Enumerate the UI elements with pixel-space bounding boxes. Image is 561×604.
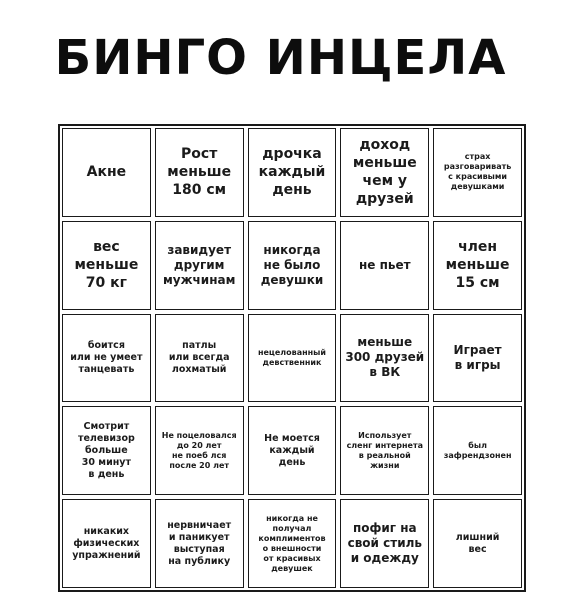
bingo-cell: Рост меньше 180 см <box>155 128 244 217</box>
bingo-cell: завидует другим мужчинам <box>155 221 244 310</box>
bingo-cell: не пьет <box>340 221 429 310</box>
bingo-cell: Не моется каждый день <box>248 406 337 495</box>
bingo-cell: нервничает и паникует выступая на публику <box>155 499 244 588</box>
bingo-cell: пофиг на свой стиль и одежду <box>340 499 429 588</box>
bingo-cell: никаких физических упражнений <box>62 499 151 588</box>
bingo-cell: был зафрендзонен <box>433 406 522 495</box>
bingo-cell: Не поцеловался до 20 лет не поеб лся после 20 лет <box>155 406 244 495</box>
bingo-cell: нецелованный девственник <box>248 314 337 403</box>
bingo-cell: Смотрит телевизор больше 30 минут в день <box>62 406 151 495</box>
bingo-cell: Играет в игры <box>433 314 522 403</box>
page-title: БИНГО ИНЦЕЛА <box>54 30 507 86</box>
bingo-cell: боится или не умеет танцевать <box>62 314 151 403</box>
bingo-cell: лишний вес <box>433 499 522 588</box>
bingo-cell: меньше 300 друзей в ВК <box>340 314 429 403</box>
bingo-cell: член меньше 15 см <box>433 221 522 310</box>
bingo-cell: Акне <box>62 128 151 217</box>
bingo-cell: доход меньше чем у друзей <box>340 128 429 217</box>
bingo-cell: никогда не получал комплиментов о внешности от красивых девушек <box>248 499 337 588</box>
bingo-cell: никогда не было девушки <box>248 221 337 310</box>
bingo-cell: патлы или всегда лохматый <box>155 314 244 403</box>
bingo-cell: вес меньше 70 кг <box>62 221 151 310</box>
bingo-cell: страх разговаривать с красивыми девушками <box>433 128 522 217</box>
bingo-cell: дрочка каждый день <box>248 128 337 217</box>
bingo-grid <box>58 124 526 592</box>
bingo-cell: Использует сленг интернета в реальной жизни <box>340 406 429 495</box>
